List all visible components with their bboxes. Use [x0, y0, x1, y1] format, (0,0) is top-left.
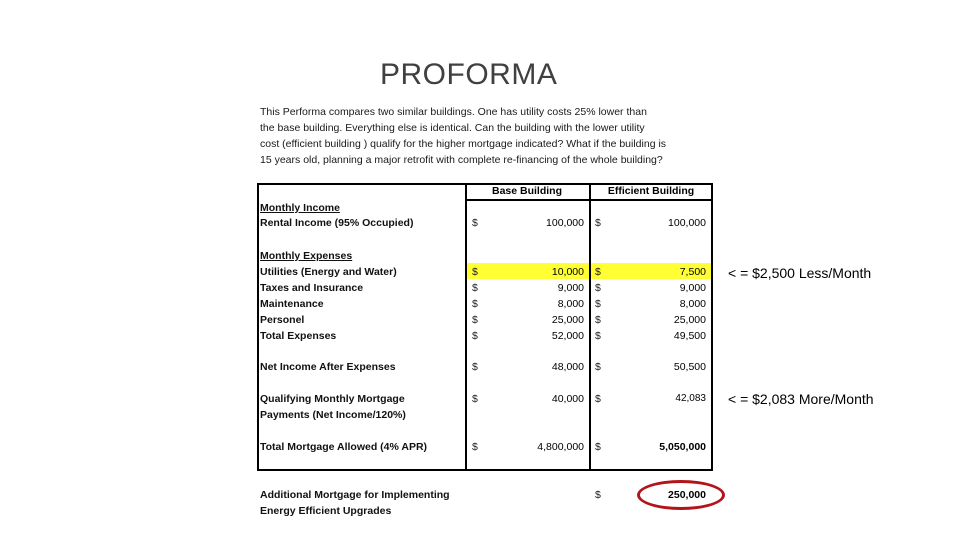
currency-sign: $ — [595, 282, 601, 294]
efficient-total-mortgage: 5,050,000 — [659, 441, 706, 453]
row-label-qualifying-payments: Qualifying Monthly Mortgage — [260, 393, 405, 405]
currency-sign: $ — [595, 393, 601, 405]
row-label-total-expenses: Total Expenses — [260, 330, 337, 342]
efficient-net-income: 50,500 — [673, 361, 706, 373]
currency-sign: $ — [472, 441, 478, 453]
currency-sign: $ — [472, 298, 478, 310]
base-maintenance: 8,000 — [557, 298, 584, 310]
header-efficient-building: Efficient Building — [607, 185, 695, 197]
note-mortgage-increase: < = $2,083 More/Month — [728, 391, 874, 407]
intro-line: the base building. Everything else is identical. Can the building with the lower utility — [260, 122, 645, 134]
header-divider — [465, 199, 711, 201]
additional-mortgage-label-line2: Energy Efficient Upgrades — [260, 505, 392, 517]
efficient-personel: 25,000 — [673, 314, 706, 326]
currency-sign: $ — [472, 361, 478, 373]
currency-sign: $ — [472, 393, 478, 405]
additional-mortgage-value: 250,000 — [668, 489, 706, 501]
currency-sign: $ — [595, 361, 601, 373]
currency-sign: $ — [595, 266, 601, 278]
intro-paragraph — [260, 104, 720, 168]
currency-sign: $ — [472, 282, 478, 294]
base-total-mortgage: 4,800,000 — [537, 441, 584, 453]
base-qualifying-payments: 40,000 — [551, 393, 584, 405]
currency-sign: $ — [472, 266, 478, 278]
currency-sign: $ — [472, 330, 478, 342]
efficient-utilities: 7,500 — [679, 266, 706, 278]
currency-sign: $ — [595, 298, 601, 310]
note-utilities-savings: < = $2,500 Less/Month — [728, 265, 872, 281]
currency-sign: $ — [472, 217, 478, 229]
base-utilities: 10,000 — [551, 266, 584, 278]
base-rental-income: 100,000 — [546, 217, 584, 229]
base-taxes: 9,000 — [557, 282, 584, 294]
section-monthly-income: Monthly Income — [260, 202, 340, 214]
row-label-maintenance: Maintenance — [260, 298, 324, 310]
currency-sign: $ — [472, 314, 478, 326]
column-divider — [465, 185, 467, 469]
efficient-qualifying-payments: 42,083 — [675, 393, 706, 404]
row-label-net-income: Net Income After Expenses — [260, 361, 396, 373]
additional-mortgage-label: Additional Mortgage for Implementing — [260, 489, 450, 501]
currency-sign: $ — [595, 489, 601, 501]
page-title: PROFORMA — [380, 58, 558, 91]
currency-sign: $ — [595, 314, 601, 326]
currency-sign: $ — [595, 441, 601, 453]
base-personel: 25,000 — [551, 314, 584, 326]
column-divider — [589, 185, 591, 469]
header-base-building: Base Building — [491, 185, 562, 197]
row-label-total-mortgage: Total Mortgage Allowed (4% APR) — [260, 441, 428, 453]
base-total-expenses: 52,000 — [551, 330, 584, 342]
intro-line: cost (efficient building ) qualify for the higher mortgage indicated? What if the building is — [260, 138, 667, 150]
row-label-taxes: Taxes and Insurance — [260, 282, 364, 294]
base-net-income: 48,000 — [551, 361, 584, 373]
efficient-total-expenses: 49,500 — [673, 330, 706, 342]
efficient-taxes: 9,000 — [679, 282, 706, 294]
section-monthly-expenses: Monthly Expenses — [260, 250, 353, 262]
efficient-maintenance: 8,000 — [679, 298, 706, 310]
row-label-rental-income: Rental Income (95% Occupied) — [260, 217, 414, 229]
highlight-circle — [637, 480, 725, 510]
currency-sign: $ — [595, 217, 601, 229]
row-label-qualifying-payments-line2: Payments (Net Income/120%) — [260, 409, 406, 421]
efficient-rental-income: 100,000 — [668, 217, 706, 229]
row-label-utilities: Utilities (Energy and Water) — [260, 266, 397, 278]
intro-line: 15 years old, planning a major retrofit with complete re-financing of the whole building? — [260, 154, 663, 166]
row-label-personel: Personel — [260, 314, 305, 326]
intro-line: This Performa compares two similar buildings. One has utility costs 25% lower than — [260, 106, 647, 118]
currency-sign: $ — [595, 330, 601, 342]
